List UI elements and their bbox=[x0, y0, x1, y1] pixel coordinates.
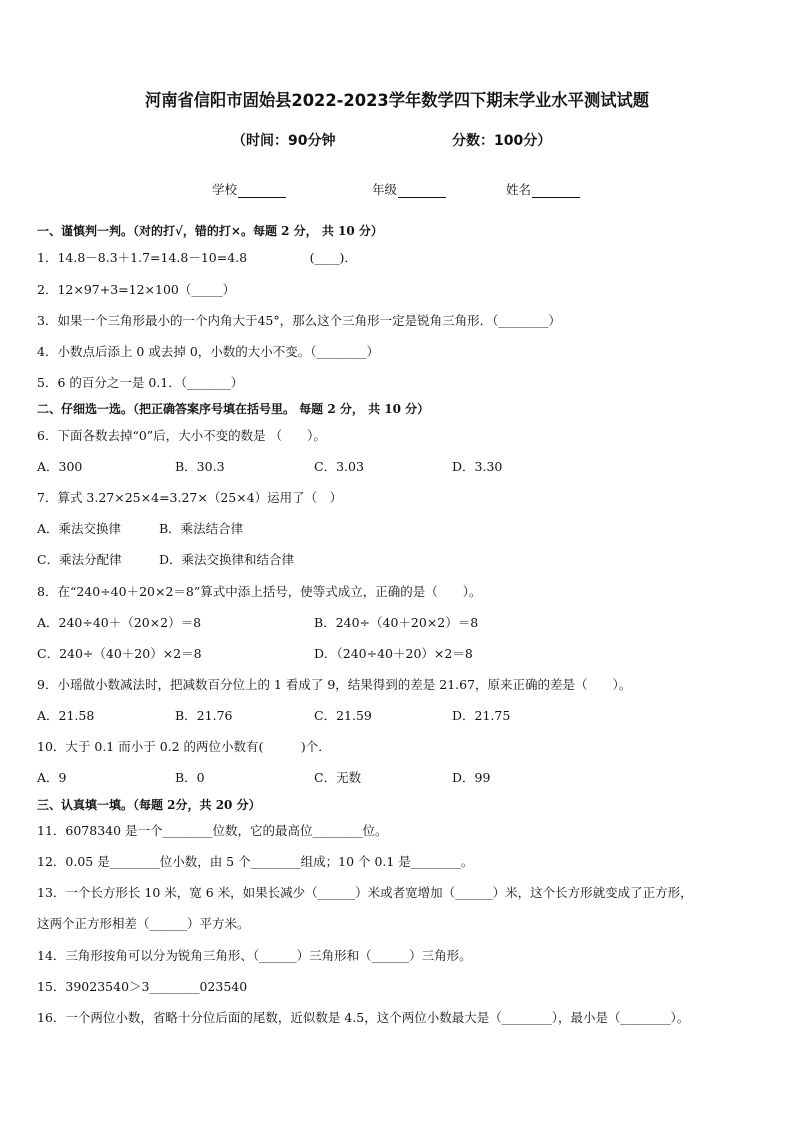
question-7-option-a: A．乘法交换律 bbox=[37, 521, 122, 536]
exam-time: （时间：90分钟 bbox=[232, 133, 336, 149]
name-blank bbox=[532, 184, 580, 198]
question-8-option-a: A．240÷40＋（20×2）＝8 bbox=[37, 615, 202, 630]
question-6-option-d: D．3.30 bbox=[452, 459, 503, 474]
question-5: 5．6 的百分之一是 0.1．（_______） bbox=[37, 375, 244, 390]
school-field bbox=[212, 180, 286, 198]
question-6: 6．下面各数去掉“0”后，大小不变的数是 （ ）。 bbox=[37, 428, 326, 443]
section-1-heading: 一、谨慎判一判。（对的打√，错的打×。每题 2 分， 共 10 分） bbox=[37, 224, 383, 238]
question-10-option-d: D．99 bbox=[452, 770, 491, 785]
exam-score: 分数：100分） bbox=[452, 133, 552, 149]
question-6-option-b: B．30.3 bbox=[175, 459, 225, 474]
question-10: 10．大于 0.1 而小于 0.2 的两位小数有( )个． bbox=[37, 739, 331, 754]
question-12: 12．0.05 是________位小数，由 5 个________组成；10 个 0.1 是________。 bbox=[37, 854, 474, 869]
question-9-option-b: B．21.76 bbox=[175, 708, 233, 723]
school-label: 学校 bbox=[212, 182, 238, 197]
question-9-option-c: C．21.59 bbox=[314, 708, 372, 723]
question-7-option-c: C．乘法分配律 bbox=[37, 552, 122, 567]
question-4: 4．小数点后添上 0 或去掉 0，小数的大小不变。（________） bbox=[37, 344, 380, 359]
question-10-option-a: A．9 bbox=[37, 770, 67, 785]
page-title: 河南省信阳市固始县2022-2023学年数学四下期末学业水平测试试题 bbox=[144, 91, 650, 111]
question-10-option-c: C．无数 bbox=[314, 770, 362, 785]
question-6-option-c: C．3.03 bbox=[314, 459, 364, 474]
question-9: 9．小瑶做小数减法时，把减数百分位上的 1 看成了 9，结果得到的差是 21.67，原来正确的差是（ ）。 bbox=[37, 677, 632, 692]
question-7: 7．算式 3.27×25×4=3.27×（25×4）运用了（ ） bbox=[37, 490, 343, 505]
name-field bbox=[506, 180, 580, 198]
question-9-option-a: A．21.58 bbox=[37, 708, 95, 723]
question-8-option-c: C．240÷（40＋20）×2＝8 bbox=[37, 646, 202, 661]
school-blank bbox=[238, 184, 286, 198]
question-2: 2．12×97+3=12×100（_____） bbox=[37, 282, 236, 297]
grade-field bbox=[372, 180, 446, 198]
name-label: 姓名 bbox=[506, 182, 532, 197]
grade-blank bbox=[398, 184, 446, 198]
question-9-option-d: D．21.75 bbox=[452, 708, 511, 723]
question-1: 1．14.8－8.3＋1.7=14.8－10=4.8 (____)． bbox=[37, 250, 357, 265]
question-8-option-b: B．240÷（40＋20×2）＝8 bbox=[314, 615, 479, 630]
question-13: 13．一个长方形长 10 米，宽 6 米，如果长减少（______）米或者宽增加（______）米，这个长方形就变成了正方形， bbox=[37, 885, 693, 900]
question-16: 16．一个两位小数，省略十分位后面的尾数，近似数是 4.5，这个两位小数最大是（________），最小是（________）。 bbox=[37, 1010, 690, 1025]
question-7-option-b: B．乘法结合律 bbox=[159, 521, 244, 536]
question-8: 8．在“240÷40＋20×2＝8”算式中添上括号，使等式成立，正确的是（ ）。 bbox=[37, 584, 482, 599]
question-15: 15．39023540＞3________023540 bbox=[37, 979, 248, 994]
question-8-option-d: D．（240÷40＋20）×2＝8 bbox=[314, 646, 473, 661]
question-14: 14．三角形按角可以分为锐角三角形、（______）三角形和（______）三角形。 bbox=[37, 948, 472, 963]
question-11: 11．6078340 是一个________位数，它的最高位________位。 bbox=[37, 823, 388, 838]
grade-label: 年级 bbox=[372, 182, 398, 197]
section-3-heading: 三、认真填一填。（每题 2分，共 20 分） bbox=[37, 798, 261, 812]
question-10-option-b: B．0 bbox=[175, 770, 205, 785]
question-13-continued: 这两个正方形相差（______）平方米。 bbox=[37, 916, 250, 931]
question-3: 3．如果一个三角形最小的一个内角大于45°，那么这个三角形一定是锐角三角形．（________） bbox=[37, 313, 561, 328]
question-7-option-d: D．乘法交换律和结合律 bbox=[159, 552, 295, 567]
section-2-heading: 二、仔细选一选。（把正确答案序号填在括号里。 每题 2 分， 共 10 分） bbox=[37, 402, 430, 416]
question-6-option-a: A．300 bbox=[37, 459, 83, 474]
